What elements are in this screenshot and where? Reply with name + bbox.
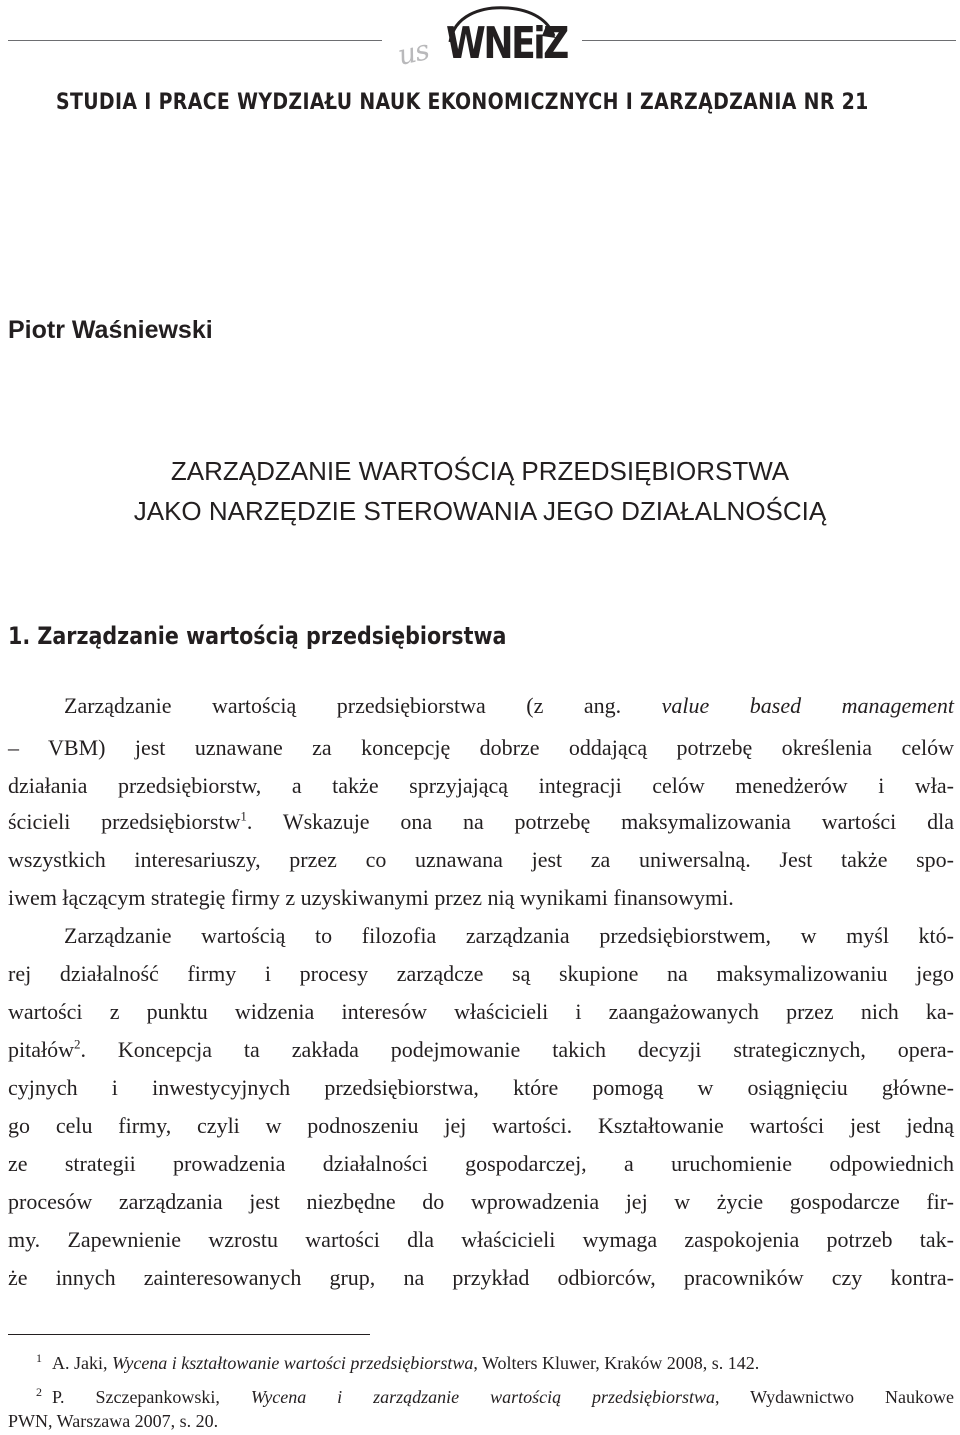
body-line: procesów zarządzania jest niezbędne do wprowadzenia jej w życie gospodarcze fir- bbox=[8, 1189, 954, 1214]
footnote-title: Wycena i zarządzanie wartością przedsiębiorstwa bbox=[250, 1387, 716, 1407]
footnote-text: , Wydawnictwo Naukowe bbox=[715, 1387, 954, 1407]
body-line: cyjnych i inwestycyjnych przedsiębiorstwa, które pomogą w osiągnięciu główne- bbox=[8, 1075, 954, 1100]
body-line: go celu firmy, czyli w podnoszeniu jej wartości. Kształtowanie wartości jest jedną bbox=[8, 1113, 954, 1138]
section-heading: 1. Zarządzanie wartością przedsiębiorstwa bbox=[8, 622, 507, 650]
body-line: wartości z punktu widzenia interesów właścicieli i zaangażowanych przez nich ka- bbox=[8, 999, 954, 1024]
footnote-number: 2 bbox=[36, 1385, 42, 1399]
footnote-2-continuation: PWN, Warszawa 2007, s. 20. bbox=[8, 1411, 219, 1431]
body-text: pitałów bbox=[8, 1037, 74, 1062]
body-text: ścicieli przedsiębiorstw bbox=[8, 809, 241, 834]
logo-small-text: us bbox=[394, 33, 432, 72]
body-text: . Koncepcja ta zakłada podejmowanie takich decyzji strategicznych, opera- bbox=[80, 1037, 954, 1062]
article-title-line-2: JAKO NARZĘDZIE STEROWANIA JEGO DZIAŁALNOŚCIĄ bbox=[133, 496, 827, 526]
footnote-2 bbox=[8, 1386, 954, 1408]
header-rule-left bbox=[8, 40, 382, 41]
footnote-ref: 1 bbox=[240, 808, 247, 824]
body-line bbox=[64, 692, 954, 720]
body-line: my. Zapewnienie wzrostu wartości dla właścicieli wymaga zaspokojenia potrzeb tak- bbox=[8, 1227, 954, 1252]
body-line: że innych zainteresowanych grup, na przykład odbiorców, pracowników czy kontra- bbox=[8, 1265, 954, 1290]
body-line bbox=[8, 808, 954, 836]
footnote-text: , Wolters Kluwer, Kraków 2008, s. 142. bbox=[473, 1353, 760, 1373]
footnote-rule bbox=[8, 1334, 370, 1335]
footnote-text: P. Szczepankowski, bbox=[52, 1387, 251, 1407]
footnote-text: A. Jaki, bbox=[52, 1353, 112, 1373]
series-heading: STUDIA I PRACE WYDZIAŁU NAUK EKONOMICZNYCH I ZARZĄDZANIA NR 21 bbox=[56, 90, 869, 115]
footnote-title: Wycena i kształtowanie wartości przedsiębiorstwa bbox=[112, 1353, 474, 1373]
body-line: działania przedsiębiorstw, a także sprzyjającą integracji celów menedżerów i wła- bbox=[8, 773, 954, 798]
body-line: wszystkich interesariuszy, przez co uznawana jest za uniwersalną. Jest także spo- bbox=[8, 847, 954, 872]
body-text: Zarządzanie wartością przedsiębiorstwa (z ang. bbox=[64, 693, 662, 718]
body-line: iwem łączącym strategię firmy z uzyskiwanymi przez nią wynikami finansowymi. bbox=[8, 885, 734, 910]
body-line: rej działalność firmy i procesy zarządcze są skupione na maksymalizowaniu jego bbox=[8, 961, 954, 986]
author-name: Piotr Waśniewski bbox=[8, 316, 213, 344]
footnote-1 bbox=[8, 1352, 954, 1374]
logo-main-text: WNEiZ bbox=[446, 18, 567, 69]
body-text-italic: value based management bbox=[661, 693, 954, 718]
article-title-line-1: ZARZĄDZANIE WARTOŚCIĄ PRZEDSIĘBIORSTWA bbox=[170, 456, 790, 486]
body-line: ze strategii prowadzenia działalności gospodarczej, a uruchomienie odpowiednich bbox=[8, 1151, 954, 1176]
body-line: – VBM) jest uznawane za koncepcję dobrze oddającą potrzebę określenia celów bbox=[8, 735, 954, 760]
footnote-ref: 2 bbox=[74, 1036, 81, 1052]
body-text: . Wskazuje ona na potrzebę maksymalizowania wartości dla bbox=[246, 809, 954, 834]
publisher-logo bbox=[394, 2, 567, 80]
body-line bbox=[8, 1036, 954, 1064]
body-line: Zarządzanie wartością to filozofia zarządzania przedsiębiorstwem, w myśl któ- bbox=[64, 923, 954, 948]
footnote-number: 1 bbox=[36, 1351, 42, 1365]
header-rule-right bbox=[582, 40, 956, 41]
